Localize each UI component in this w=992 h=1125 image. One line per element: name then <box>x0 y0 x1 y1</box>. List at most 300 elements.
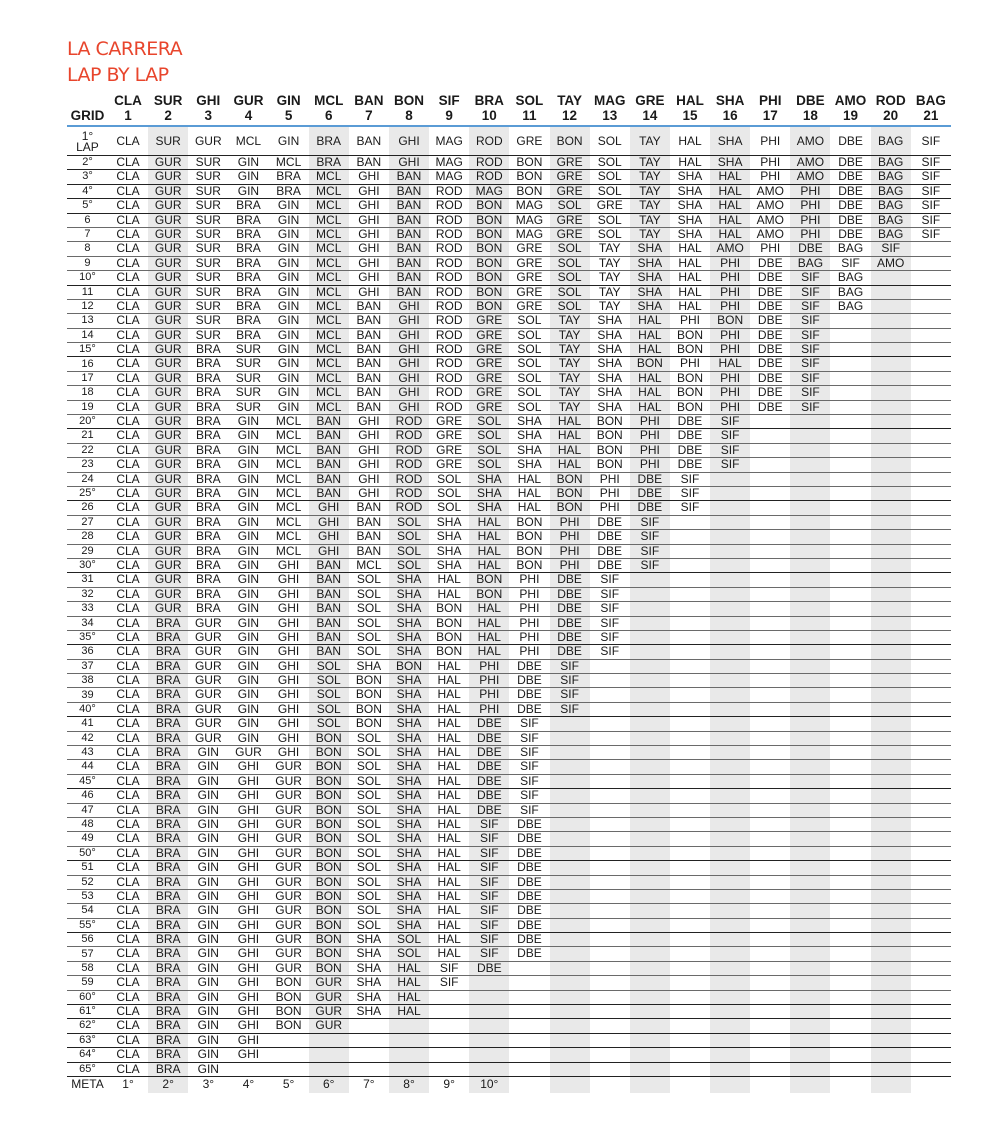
position-cell <box>670 962 710 975</box>
position-cell: DBE <box>757 370 783 385</box>
position-cell: GHI <box>358 485 380 500</box>
position-cell: CLA <box>116 816 140 831</box>
position-cell: GHI <box>237 903 260 918</box>
position-cell: MCL <box>309 228 349 241</box>
position-cell <box>871 530 911 543</box>
column-driver-code: SUR <box>153 93 183 108</box>
position-cell: HAL <box>678 255 702 270</box>
position-cell: MCL <box>275 442 302 457</box>
column-grid-number: 2 <box>164 108 172 123</box>
position-cell: ROD <box>435 356 463 371</box>
lap-label: 30° <box>79 558 96 571</box>
position-cell: SOL <box>437 485 462 500</box>
column-header <box>670 93 710 125</box>
position-cell: SIF <box>630 516 670 529</box>
position-cell: CLA <box>116 557 140 572</box>
position-cell: SOL <box>356 903 381 918</box>
position-cell: PHI <box>550 559 590 572</box>
position-cell <box>429 1034 469 1047</box>
position-cell <box>911 818 951 831</box>
position-cell: MAG <box>515 212 544 227</box>
column-header <box>871 93 911 125</box>
position-cell: BON <box>676 342 703 357</box>
position-cell: MCL <box>275 485 302 500</box>
position-cell: CLA <box>116 543 140 558</box>
position-cell <box>830 444 870 457</box>
position-cell: CLA <box>116 471 140 486</box>
position-cell: BON <box>275 1004 302 1019</box>
position-cell: GHI <box>237 888 260 903</box>
position-cell <box>790 415 830 428</box>
position-cell <box>790 775 830 788</box>
position-cell <box>871 775 911 788</box>
position-cell <box>790 573 830 586</box>
position-cell: SHA <box>389 775 429 788</box>
position-cell: GHI <box>389 372 429 385</box>
position-cell: GUR <box>194 730 222 745</box>
position-cell: BRA <box>148 1063 188 1076</box>
position-cell: HAL <box>469 602 509 615</box>
position-cell: CLA <box>116 745 140 760</box>
lap-label: 27 <box>81 515 94 528</box>
lap-label: 3° <box>82 170 93 183</box>
position-cell <box>670 617 710 630</box>
position-cell <box>911 415 951 428</box>
position-cell: 5° <box>282 1077 295 1091</box>
position-cell <box>590 847 630 860</box>
position-cell <box>630 904 670 917</box>
position-cell: SHA <box>710 156 750 169</box>
position-cell: SIF <box>790 357 830 370</box>
position-cell: GUR <box>148 516 188 529</box>
position-cell <box>550 890 590 903</box>
position-cell: HAL <box>469 631 509 644</box>
position-cell: DBE <box>517 946 542 961</box>
position-cell: BRA <box>236 255 261 270</box>
position-cell: SHA <box>389 890 429 903</box>
position-cell: GUR <box>275 802 302 817</box>
position-cell <box>710 1048 750 1061</box>
position-cell <box>750 559 790 572</box>
position-cell: SIF <box>921 212 941 227</box>
position-cell <box>830 688 870 701</box>
table-row <box>67 257 951 271</box>
position-cell: SHA <box>597 313 623 328</box>
position-cell: BON <box>469 271 509 284</box>
column-grid-number: 12 <box>562 108 578 123</box>
position-cell: GHI <box>277 745 300 760</box>
position-cell: SIF <box>841 255 860 270</box>
position-cell: GIN <box>277 226 300 241</box>
position-cell: GIN <box>277 342 300 357</box>
lap-label: 54 <box>81 904 94 917</box>
position-cell <box>469 976 509 989</box>
position-cell <box>630 919 670 932</box>
position-cell <box>509 1034 549 1047</box>
position-cell: PHI <box>550 545 590 558</box>
position-cell: BRA <box>148 703 188 716</box>
position-cell: PHI <box>630 444 670 457</box>
position-cell: BON <box>550 473 590 486</box>
position-cell <box>590 1077 630 1093</box>
position-cell: BRA <box>148 1019 188 1032</box>
position-cell: SHA <box>389 602 429 615</box>
position-cell <box>670 1005 710 1018</box>
position-cell: BAG <box>871 199 911 212</box>
column-grid-number: 10 <box>481 108 497 123</box>
position-cell <box>710 933 750 946</box>
position-cell <box>630 1063 670 1076</box>
position-cell: PHI <box>790 185 830 198</box>
position-cell: GIN <box>277 313 300 328</box>
position-cell <box>871 1077 911 1093</box>
position-cell: BRA <box>236 298 261 313</box>
position-cell: GUR <box>275 831 302 846</box>
table-row <box>67 645 951 659</box>
position-cell <box>590 1063 630 1076</box>
lap-label: 14 <box>81 328 94 341</box>
position-cell: DBE <box>757 385 783 400</box>
position-cell <box>790 473 830 486</box>
position-cell <box>710 660 750 673</box>
position-cell: SIF <box>520 802 539 817</box>
position-cell: BON <box>469 588 509 601</box>
position-cell: PHI <box>599 485 620 500</box>
position-cell <box>750 660 790 673</box>
position-cell: GUR <box>148 401 188 414</box>
position-cell <box>710 962 750 975</box>
position-cell: PHI <box>469 688 509 701</box>
position-cell: CLA <box>116 284 140 299</box>
position-cell: BRA <box>195 471 221 486</box>
position-cell: TAY <box>550 343 590 356</box>
position-cell <box>710 516 750 529</box>
position-cell <box>670 890 710 903</box>
position-cell <box>790 545 830 558</box>
table-row-lap-1 <box>67 127 951 156</box>
lap-label: 16 <box>81 357 94 370</box>
position-cell <box>710 976 750 989</box>
position-cell: BON <box>516 169 543 184</box>
position-cell: SUR <box>235 356 262 371</box>
position-cell <box>830 617 870 630</box>
position-cell: CLA <box>116 212 140 227</box>
position-cell: HAL <box>389 991 429 1004</box>
position-cell <box>790 962 830 975</box>
position-cell: HAL <box>437 888 461 903</box>
position-cell: CLA <box>116 888 140 903</box>
position-cell: SHA <box>389 818 429 831</box>
position-cell <box>790 559 830 572</box>
position-cell <box>911 962 951 975</box>
table-row <box>67 631 951 645</box>
position-cell <box>871 631 911 644</box>
position-cell: BRA <box>148 861 188 874</box>
position-cell: SOL <box>356 759 381 774</box>
column-driver-code: GRE <box>635 93 665 108</box>
position-cell <box>630 933 670 946</box>
position-cell: 9° <box>443 1077 455 1091</box>
position-cell: HAL <box>437 745 461 760</box>
position-cell: BAN <box>309 473 349 486</box>
position-cell <box>710 645 750 658</box>
position-cell: PHI <box>790 228 830 241</box>
position-cell <box>269 1034 309 1047</box>
position-cell <box>871 645 911 658</box>
position-cell: SOL <box>356 629 381 644</box>
position-cell <box>911 832 951 845</box>
position-cell: MCL <box>275 514 302 529</box>
position-cell: TAY <box>598 270 621 285</box>
position-cell: DBE <box>550 631 590 644</box>
position-cell <box>630 1077 670 1093</box>
position-cell <box>710 1034 750 1047</box>
position-cell: GIN <box>237 701 260 716</box>
position-cell: GUR <box>194 716 222 731</box>
position-cell: BON <box>516 543 543 558</box>
position-cell: PHI <box>519 615 540 630</box>
position-cell: CLA <box>116 759 140 774</box>
column-header <box>389 93 429 125</box>
position-cell: SOL <box>356 874 381 889</box>
position-cell <box>750 703 790 716</box>
position-cell: BON <box>469 228 509 241</box>
table-row-meta <box>67 1077 951 1093</box>
position-cell: GHI <box>277 601 300 616</box>
position-cell: HAL <box>437 845 461 860</box>
table-row <box>67 286 951 300</box>
position-cell: BRA <box>148 1048 188 1061</box>
position-cell: SHA <box>597 385 623 400</box>
position-cell: HAL <box>437 831 461 846</box>
position-cell: HAL <box>710 228 750 241</box>
position-cell: GIN <box>277 356 300 371</box>
position-cell: BRA <box>148 746 188 759</box>
position-cell: GUR <box>275 788 302 803</box>
position-cell <box>630 775 670 788</box>
position-cell <box>871 861 911 874</box>
position-cell <box>429 991 469 1004</box>
position-cell: GUR <box>148 588 188 601</box>
position-cell <box>871 573 911 586</box>
position-cell <box>670 991 710 1004</box>
position-cell <box>750 933 790 946</box>
position-cell: GRE <box>550 156 590 169</box>
position-cell: BON <box>436 601 463 616</box>
position-cell: CLA <box>116 629 140 644</box>
position-cell <box>830 775 870 788</box>
position-cell <box>550 976 590 989</box>
table-row <box>67 746 951 760</box>
position-cell: GRE <box>550 228 590 241</box>
position-cell: SIF <box>469 861 509 874</box>
position-cell: GHI <box>277 572 300 587</box>
position-cell <box>830 516 870 529</box>
position-cell <box>871 832 911 845</box>
position-cell: PHI <box>630 429 670 442</box>
position-cell: SIF <box>921 198 941 213</box>
position-cell <box>871 357 911 370</box>
position-cell <box>911 458 951 471</box>
position-cell: GUR <box>148 545 188 558</box>
position-cell: BON <box>469 300 509 313</box>
position-cell: DBE <box>757 327 783 342</box>
position-cell: BON <box>436 644 463 659</box>
position-cell: SOL <box>356 917 381 932</box>
position-cell: GIN <box>237 687 260 702</box>
position-cell: CLA <box>116 255 140 270</box>
position-cell: AMO <box>756 198 784 213</box>
position-cell: CLA <box>116 730 140 745</box>
position-cell: MCL <box>309 271 349 284</box>
position-cell: BRA <box>236 212 261 227</box>
position-cell: BON <box>309 962 349 975</box>
position-cell <box>830 1005 870 1018</box>
position-cell: GUR <box>275 903 302 918</box>
position-cell: GHI <box>358 226 380 241</box>
position-cell: CLA <box>116 298 140 313</box>
grid-header: GRID <box>70 108 105 123</box>
position-cell <box>630 703 670 716</box>
position-cell: MAG <box>435 155 463 169</box>
position-cell: HAL <box>437 701 461 716</box>
table-row <box>67 976 951 990</box>
table-row <box>67 386 951 400</box>
position-cell: MCL <box>309 199 349 212</box>
position-cell: DBE <box>469 746 509 759</box>
position-cell: SIF <box>469 818 509 831</box>
position-cell: SOL <box>469 415 509 428</box>
position-cell: GHI <box>277 644 300 659</box>
position-cell <box>590 947 630 960</box>
position-cell: BON <box>469 214 509 227</box>
position-cell: 3° <box>202 1077 215 1091</box>
position-cell: SHA <box>389 588 429 601</box>
position-cell: DBE <box>517 874 542 889</box>
position-cell: DBE <box>517 860 542 875</box>
position-cell: GIN <box>197 831 219 846</box>
position-cell: BAG <box>790 257 830 270</box>
column-driver-code: SOL <box>515 93 544 108</box>
position-cell: ROD <box>435 198 463 213</box>
position-cell: BRA <box>236 284 261 299</box>
position-cell: ROD <box>389 458 429 471</box>
position-cell: SOL <box>356 860 381 875</box>
position-cell <box>630 645 670 658</box>
position-cell <box>670 1077 710 1093</box>
position-cell <box>790 1048 830 1061</box>
position-cell: HAL <box>437 860 461 875</box>
position-cell <box>710 847 750 860</box>
position-cell: SHA <box>356 975 382 990</box>
table-row <box>67 890 951 904</box>
table-row <box>67 156 951 170</box>
position-cell: TAY <box>550 329 590 342</box>
position-cell: SHA <box>597 399 623 414</box>
position-cell: SIF <box>469 947 509 960</box>
position-cell: SHA <box>389 861 429 874</box>
position-cell <box>911 660 951 673</box>
position-cell <box>790 732 830 745</box>
position-cell: MCL <box>275 529 302 544</box>
position-cell <box>790 947 830 960</box>
position-cell: GHI <box>358 284 380 299</box>
position-cell: SIF <box>469 832 509 845</box>
position-cell <box>630 617 670 630</box>
position-cell: MCL <box>309 343 349 356</box>
position-cell: SOL <box>389 516 429 529</box>
position-cell <box>590 818 630 831</box>
position-cell <box>750 717 790 730</box>
position-cell: SHA <box>389 847 429 860</box>
position-cell: SIF <box>520 788 539 803</box>
position-cell <box>911 329 951 342</box>
position-cell: BRA <box>236 241 261 256</box>
position-cell: HAL <box>678 270 702 285</box>
position-cell <box>750 545 790 558</box>
position-cell: 4° <box>242 1077 255 1091</box>
position-cell: SHA <box>389 645 429 658</box>
column-driver-code: GIN <box>276 93 301 108</box>
position-cell: SIF <box>790 386 830 399</box>
position-cell: BAN <box>356 134 382 148</box>
position-cell: ROD <box>435 183 463 198</box>
position-cell <box>509 1063 549 1076</box>
position-cell: GIN <box>237 529 260 544</box>
position-cell <box>550 861 590 874</box>
position-cell <box>790 458 830 471</box>
position-cell: BON <box>309 789 349 802</box>
table-row <box>67 962 951 976</box>
table-row <box>67 804 951 818</box>
position-cell <box>349 1063 389 1076</box>
position-cell: SOL <box>356 773 381 788</box>
position-cell: HAL <box>437 687 461 702</box>
position-cell <box>830 832 870 845</box>
position-cell: SHA <box>436 529 462 544</box>
column-driver-code: BON <box>394 93 424 108</box>
position-cell: BON <box>550 487 590 500</box>
position-cell <box>309 1034 349 1047</box>
position-cell: PHI <box>790 199 830 212</box>
position-cell: GUR <box>275 845 302 860</box>
position-cell: BRA <box>236 270 261 285</box>
position-cell: DBE <box>757 313 783 328</box>
position-cell <box>830 602 870 615</box>
position-cell: GIN <box>277 370 300 385</box>
table-row <box>67 185 951 199</box>
position-cell: SIF <box>439 975 459 990</box>
position-cell <box>389 1048 429 1061</box>
position-cell: GIN <box>277 399 300 414</box>
position-cell: SHA <box>597 356 623 371</box>
position-cell: SOL <box>469 429 509 442</box>
position-cell: BRA <box>148 617 188 630</box>
position-cell: SOL <box>356 745 381 760</box>
position-cell <box>830 530 870 543</box>
position-cell <box>670 516 710 529</box>
position-cell <box>349 1034 389 1047</box>
position-cell: HAL <box>678 241 702 256</box>
position-cell <box>790 1034 830 1047</box>
position-cell <box>710 473 750 486</box>
position-cell <box>830 703 870 716</box>
position-cell <box>670 847 710 860</box>
position-cell: SHA <box>436 543 462 558</box>
position-cell: BRA <box>148 962 188 975</box>
position-cell <box>630 573 670 586</box>
position-cell: BRA <box>148 775 188 788</box>
